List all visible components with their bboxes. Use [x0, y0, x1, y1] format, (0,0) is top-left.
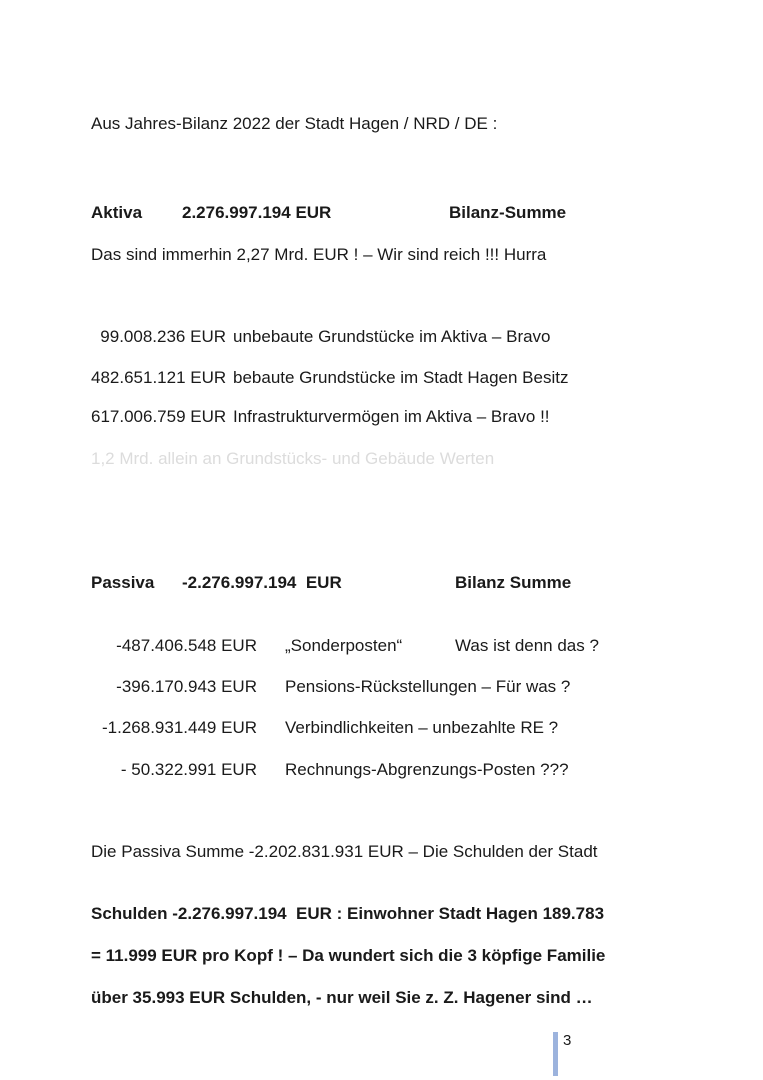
passiva-item — [91, 676, 570, 698]
passiva-item-desc: „Sonderposten“ — [285, 636, 403, 655]
passiva-item-amount: -396.170.943 EUR — [116, 677, 257, 696]
passiva-item-amount: - 50.322.991 EUR — [120, 760, 257, 779]
passiva-item-question: Was ist denn das ? — [455, 636, 599, 655]
passiva-summary: Die Passiva Summe -2.202.831.931 EUR – Die Schulden der Stadt — [91, 842, 598, 861]
schulden-line: über 35.993 EUR Schulden, - nur weil Sie z. Z. Hagener sind … — [91, 988, 593, 1007]
passiva-item — [91, 759, 569, 781]
aktiva-item — [91, 406, 550, 428]
passiva-balance-label: Bilanz Summe — [455, 573, 572, 592]
passiva-header — [91, 572, 571, 594]
page-number: 3 — [563, 1032, 572, 1049]
passiva-item-amount: -487.406.548 EUR — [116, 636, 257, 655]
passiva-item-desc: Pensions-Rückstellungen – Für was ? — [285, 677, 571, 696]
passiva-item — [91, 635, 599, 657]
schulden-line: = 11.999 EUR pro Kopf ! – Da wundert sich die 3 köpfige Familie — [91, 946, 606, 965]
aktiva-item — [91, 326, 551, 348]
document-title: Aus Jahres-Bilanz 2022 der Stadt Hagen / NRD / DE : — [91, 114, 498, 133]
passiva-item — [91, 717, 558, 739]
passiva-item-amount: -1.268.931.449 EUR — [102, 718, 257, 737]
passiva-item-desc: Verbindlichkeiten – unbezahlte RE ? — [285, 718, 559, 737]
aktiva-item-amount: 617.006.759 EUR — [91, 407, 227, 426]
passiva-label: Passiva — [91, 573, 155, 592]
aktiva-balance-label: Bilanz-Summe — [449, 203, 567, 222]
aktiva-item-desc: unbebaute Grundstücke im Aktiva – Bravo — [233, 327, 551, 346]
schulden-line: Schulden -2.276.997.194 EUR : Einwohner Stadt Hagen 189.783 — [91, 904, 605, 923]
aktiva-item-amount: 99.008.236 EUR — [100, 327, 226, 346]
aktiva-item-desc: Infrastrukturvermögen im Aktiva – Bravo !! — [233, 407, 550, 426]
aktiva-comment: Das sind immerhin 2,27 Mrd. EUR ! – Wir sind reich !!! Hurra — [91, 245, 547, 264]
aktiva-label: Aktiva — [91, 203, 143, 222]
aktiva-item-desc: bebaute Grundstücke im Stadt Hagen Besitz — [233, 368, 569, 387]
passiva-amount: -2.276.997.194 EUR — [182, 573, 342, 592]
aktiva-header — [91, 202, 566, 224]
passiva-item-desc: Rechnungs-Abgrenzungs-Posten ??? — [285, 760, 569, 779]
aktiva-gray-note: 1,2 Mrd. allein an Grundstücks- und Gebäude Werten — [91, 449, 495, 468]
aktiva-item — [91, 367, 568, 389]
page-number-accent-bar — [553, 1032, 558, 1076]
aktiva-amount: 2.276.997.194 EUR — [182, 203, 332, 222]
aktiva-item-amount: 482.651.121 EUR — [91, 368, 227, 387]
